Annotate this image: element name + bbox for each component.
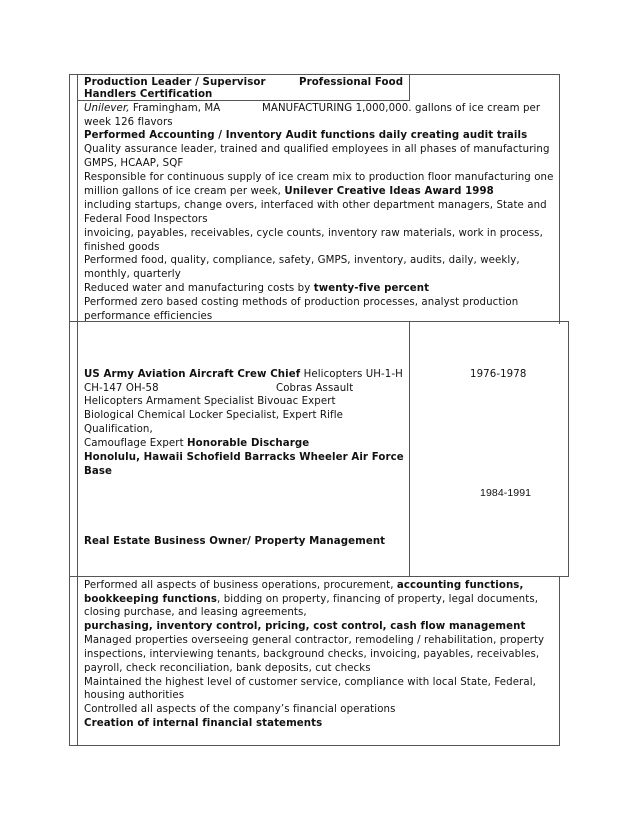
discharge-text: Honorable Discharge [187, 438, 310, 449]
real-estate-dates: 1984-1991 [480, 487, 532, 499]
army-helicopters-b: CH-147 OH-58 [84, 383, 159, 394]
business-line-11: Creation of internal financial statements [84, 718, 323, 729]
header-cell-divider [409, 74, 410, 101]
performed-line-a: Performed food, quality, compliance, safety, GMPS, inventory, audits, daily, weekly, [84, 255, 520, 266]
certification-label-b: Handlers Certification [84, 89, 213, 100]
business-line-4: purchasing, inventory control, pricing, cost control, cash flow management [84, 621, 526, 632]
invoicing-line-b: finished goods [84, 242, 160, 253]
zero-based-line-b: performance efficiencies [84, 311, 213, 321]
award-text: Unilever Creative Ideas Award 1998 [284, 186, 494, 197]
performed-line-b: monthly, quarterly [84, 269, 181, 280]
business-line-1 [84, 579, 523, 593]
zero-based-line-a: Performed zero based costing methods of production processes, analyst production [84, 297, 519, 308]
responsible-line-b [84, 185, 494, 199]
army-line-4: Biological Chemical Locker Specialist, Expert Rifle [84, 410, 344, 421]
accounting-heading: Performed Accounting / Inventory Audit functions daily creating audit trails [84, 130, 528, 141]
block1-right-border [559, 74, 560, 324]
business-line-7: payroll, check reconciliation, bank deposits, cut checks [84, 663, 371, 674]
reduced-line [84, 282, 429, 296]
army-cobras: Cobras Assault [276, 383, 354, 394]
business-line-9: housing authorities [84, 690, 185, 701]
business-line-3: closing purchase, and leasing agreements, [84, 607, 307, 618]
block2-right-border [568, 321, 569, 577]
left-outer-border [69, 74, 70, 746]
business-text-2: , bidding on property, financing of property, legal documents, [217, 594, 539, 605]
job-title-production-leader: Production Leader / Supervisor [84, 77, 266, 88]
army-line-6 [84, 437, 309, 451]
army-dates: 1976-1978 [470, 369, 527, 380]
army-line-7: Honolulu, Hawaii Schofield Barracks Wheeler Air Force [84, 452, 404, 463]
responsible-line-a: Responsible for continuous supply of ice cream mix to production floor manufacturing one [84, 172, 554, 183]
army-line-8: Base [84, 466, 113, 477]
reduced-percent: twenty-five percent [313, 283, 430, 294]
responsible-text: million gallons of ice cream per week, [84, 186, 285, 197]
business-bold-2: bookkeeping functions [84, 594, 218, 605]
business-line-5: Managed properties overseeing general contractor, remodeling / rehabilitation, property [84, 635, 545, 646]
army-line-1 [84, 368, 403, 382]
block2-bottom-rule [69, 576, 569, 577]
startups-line-b: Federal Food Inspectors [84, 214, 208, 225]
certification-label-a: Professional Food [299, 77, 404, 88]
left-inner-border [77, 74, 78, 746]
army-title: US Army Aviation Aircraft Crew Chief [84, 369, 301, 380]
camouflage-text: Camouflage Expert [84, 438, 188, 449]
business-text-1: Performed all aspects of business operations, procurement, [84, 580, 397, 591]
block3-right-border [559, 576, 560, 746]
block2-mid-divider [409, 321, 410, 577]
quality-line-b: GMPS, HCAAP, SQF [84, 158, 184, 169]
company-name: Unilever, [84, 103, 130, 114]
quality-line-a: Quality assurance leader, trained and qualified employees in all phases of manufacturing [84, 144, 550, 155]
business-line-2 [84, 593, 538, 607]
reduced-text: Reduced water and manufacturing costs by [84, 283, 314, 294]
real-estate-title: Real Estate Business Owner/ Property Management [84, 536, 386, 547]
block3-bottom-rule [69, 745, 560, 746]
army-helicopters-a: Helicopters UH-1-H [300, 369, 403, 380]
army-line-3: Helicopters Armament Specialist Bivouac Expert [84, 396, 336, 407]
business-line-6: inspections, interviewing tenants, background checks, invoicing, payables, receivables, [84, 649, 540, 660]
business-bold-1: accounting functions, [396, 580, 524, 591]
company-location: Framingham, MA [129, 103, 221, 114]
block1-top-rule [69, 74, 560, 75]
company-location-line [84, 102, 220, 116]
manufacturing-line-a: MANUFACTURING 1,000,000. gallons of ice cream per [262, 103, 541, 114]
startups-line-a: including startups, change overs, interfaced with other department managers, State and [84, 200, 547, 211]
block2-top-rule [69, 321, 569, 322]
army-line-5: Qualification, [84, 424, 153, 435]
invoicing-line-a: invoicing, payables, receivables, cycle counts, inventory raw materials, work in process, [84, 228, 543, 239]
business-line-10: Controlled all aspects of the company’s financial operations [84, 704, 396, 715]
manufacturing-line-b: week 126 flavors [84, 117, 173, 128]
business-line-8: Maintained the highest level of customer service, compliance with local State, Federal, [84, 677, 536, 688]
